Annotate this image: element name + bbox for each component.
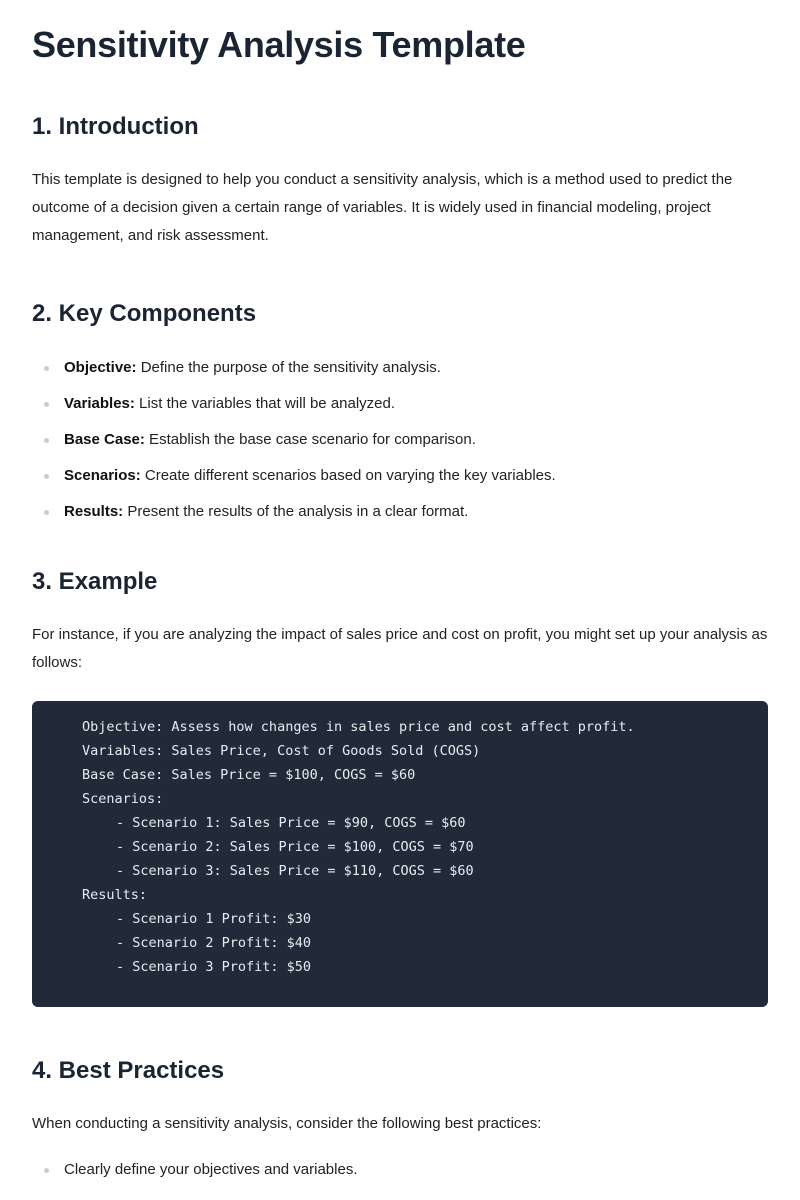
list-item-label: Scenarios:	[64, 467, 141, 484]
bullet-icon	[44, 1168, 49, 1173]
code-line: Variables: Sales Price, Cost of Goods Sold (COGS)	[82, 743, 481, 759]
code-line: Results:	[82, 887, 148, 903]
code-line: - Scenario 3: Sales Price = $110, COGS = $60	[116, 863, 474, 879]
bullet-icon	[44, 510, 49, 515]
bullet-icon	[44, 402, 49, 407]
list-item-label: Base Case:	[64, 431, 145, 448]
list-item	[32, 466, 768, 486]
code-line: Objective: Assess how changes in sales price and cost affect profit.	[82, 719, 635, 735]
bullet-icon	[44, 366, 49, 371]
bullet-icon	[44, 438, 49, 443]
section-heading-introduction: 1. Introduction	[32, 113, 199, 140]
best-practices-list	[32, 1160, 768, 1180]
section-heading-best-practices: 4. Best Practices	[32, 1057, 225, 1084]
list-item-label: Results:	[64, 503, 124, 520]
list-item-text: Present the results of the analysis in a clear format.	[123, 503, 469, 520]
section-heading-example: 3. Example	[32, 568, 158, 595]
section-heading-key-components: 2. Key Components	[32, 300, 257, 327]
list-item-text: Define the purpose of the sensitivity analysis.	[136, 359, 441, 376]
list-item	[32, 430, 768, 450]
page-title: Sensitivity Analysis Template	[32, 24, 526, 65]
list-item	[32, 1160, 768, 1180]
bullet-icon	[44, 474, 49, 479]
list-item-label: Variables:	[64, 395, 135, 412]
code-line: - Scenario 3 Profit: $50	[116, 959, 312, 975]
list-item-text: List the variables that will be analyzed.	[134, 395, 396, 412]
example-code-block	[32, 701, 768, 1007]
list-item	[32, 502, 768, 522]
code-line: Base Case: Sales Price = $100, COGS = $60	[82, 767, 416, 783]
list-item-label: Objective:	[64, 359, 137, 376]
document	[32, 0, 768, 1180]
introduction-paragraph: This template is designed to help you conduct a sensitivity analysis, which is a method used to predict the outcome of a decision given a certain range of variables. It is widely used in financial modeling, project management, and risk assessment.	[32, 171, 733, 244]
list-item-text: Establish the base case scenario for comparison.	[144, 431, 476, 448]
code-line: - Scenario 2: Sales Price = $100, COGS = $70	[116, 839, 474, 855]
code-line: - Scenario 1: Sales Price = $90, COGS = $60	[116, 815, 466, 831]
list-item-text: Clearly define your objectives and variables.	[64, 1161, 358, 1178]
code-line: - Scenario 1 Profit: $30	[116, 911, 312, 927]
example-paragraph: For instance, if you are analyzing the impact of sales price and cost on profit, you might set up your analysis as follows:	[32, 626, 768, 671]
key-components-list	[32, 358, 768, 522]
best-practices-paragraph: When conducting a sensitivity analysis, consider the following best practices:	[32, 1115, 542, 1132]
code-line: Scenarios:	[82, 791, 164, 807]
list-item	[32, 358, 768, 378]
list-item	[32, 394, 768, 414]
list-item-text: Create different scenarios based on varying the key variables.	[140, 467, 556, 484]
code-line: - Scenario 2 Profit: $40	[116, 935, 312, 951]
